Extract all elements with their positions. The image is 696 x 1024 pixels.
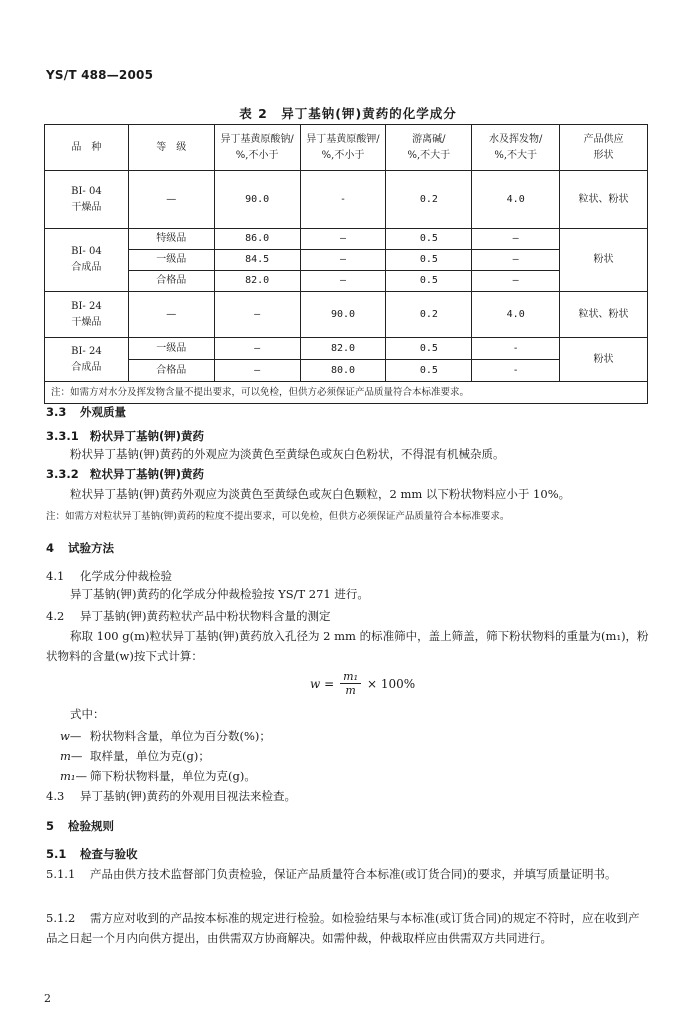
sodium-value: — <box>214 360 300 382</box>
grade-cell: 一级品 <box>128 250 214 271</box>
formula-lhs: w = <box>310 676 335 691</box>
section-3-3-heading: 3.3 外观质量 <box>46 405 126 419</box>
formula-numerator: m₁ <box>340 670 361 684</box>
form-cell: 粉状 <box>560 229 648 292</box>
sodium-value: — <box>214 338 300 360</box>
alkali-value: 0.5 <box>386 338 472 360</box>
variety-cell: BI- 04 干燥品 <box>45 171 129 229</box>
section-4-1-heading: 4.1 化学成分仲裁检验 <box>46 569 172 583</box>
table-header-row <box>45 125 648 171</box>
table-row <box>45 338 648 360</box>
grade-cell: 合格品 <box>128 271 214 292</box>
water-value: - <box>472 360 560 382</box>
potassium-value: - <box>300 171 386 229</box>
water-value: - <box>472 338 560 360</box>
variety-cell: BI- 04 合成品 <box>45 229 129 292</box>
header-variety: 品 种 <box>45 125 129 171</box>
section-4-1-body: 异丁基钠(钾)黄药的化学成分仲裁检验按 YS/T 271 进行。 <box>70 587 369 601</box>
potassium-value: — <box>300 271 386 292</box>
section-5-heading: 5 检验规则 <box>46 819 114 833</box>
table-row <box>45 171 648 229</box>
table-title: 表 2 异丁基钠(钾)黄药的化学成分 <box>239 106 457 121</box>
alkali-value: 0.5 <box>386 229 472 250</box>
section-3-3-1-heading: 3.3.1 粉状异丁基钠(钾)黄药 <box>46 429 205 443</box>
water-value: — <box>472 250 560 271</box>
variety-cell: BI- 24 合成品 <box>45 338 129 382</box>
sodium-value: 86.0 <box>214 229 300 250</box>
chemical-composition-table <box>44 124 648 404</box>
section-5-1-1: 5.1.1 产品由供方技术监督部门负责检验，保证产品质量符合本标准(或订货合同)的要求，并填写质量证明书。 <box>46 867 617 881</box>
header-grade: 等 级 <box>128 125 214 171</box>
alkali-value: 0.5 <box>386 250 472 271</box>
variety-cell: BI- 24 干燥品 <box>45 292 129 338</box>
table-row <box>45 229 648 250</box>
table-note: 注：如需方对水分及挥发物含量不提出要求，可以免检，但供方必须保证产品质量符合本标准要求。 <box>45 382 648 404</box>
formula-rhs: × 100% <box>366 676 416 691</box>
formula-fraction <box>340 670 361 697</box>
table-note-row <box>45 382 648 404</box>
standard-code: YS/T 488—2005 <box>46 68 154 82</box>
sodium-value: 90.0 <box>214 171 300 229</box>
water-value: — <box>472 271 560 292</box>
alkali-value: 0.2 <box>386 171 472 229</box>
variable-w: w— 粉状物料含量，单位为百分数(%)； <box>60 729 271 743</box>
header-sodium-xanthate: 异丁基黄原酸钠/ %,不小于 <box>214 125 300 171</box>
water-value: 4.0 <box>472 292 560 338</box>
table-row <box>45 292 648 338</box>
section-3-3-2-body: 粒状异丁基钠(钾)黄药外观应为淡黄色至黄绿色或灰白色颗粒，2 mm 以下粉状物料应小于 10%。 <box>70 487 571 501</box>
grade-cell: 一级品 <box>128 338 214 360</box>
potassium-value: 80.0 <box>300 360 386 382</box>
header-supply-form: 产品供应 形状 <box>560 125 648 171</box>
potassium-value: 82.0 <box>300 338 386 360</box>
page-number: 2 <box>44 992 51 1005</box>
where-label: 式中： <box>70 707 105 721</box>
sodium-value: 82.0 <box>214 271 300 292</box>
section-3-3-1-body: 粉状异丁基钠(钾)黄药的外观应为淡黄色至黄绿色或灰白色粉状，不得混有机械杂质。 <box>70 447 505 461</box>
section-4-3: 4.3 异丁基钠(钾)黄药的外观用目视法来检查。 <box>46 789 296 803</box>
section-3-3-2-note: 注：如需方对粒状异丁基钠(钾)黄药的粒度不提出要求，可以免检，但供方必须保证产品质量符合本标准要求。 <box>46 511 510 522</box>
section-4-heading: 4 试验方法 <box>46 541 114 555</box>
section-4-2-heading: 4.2 异丁基钠(钾)黄药粒状产品中粉状物料含量的测定 <box>46 609 331 623</box>
table-row <box>45 250 648 271</box>
form-cell: 粉状 <box>560 338 648 382</box>
table-row <box>45 271 648 292</box>
grade-cell: — <box>128 292 214 338</box>
alkali-value: 0.2 <box>386 292 472 338</box>
header-water-volatiles: 水及挥发物/ %,不大于 <box>472 125 560 171</box>
water-value: — <box>472 229 560 250</box>
header-potassium-xanthate: 异丁基黄原酸钾/ %,不小于 <box>300 125 386 171</box>
formula-denominator: m <box>345 684 356 697</box>
potassium-value: 90.0 <box>300 292 386 338</box>
grade-cell: 特级品 <box>128 229 214 250</box>
form-cell: 粒状、粉状 <box>560 292 648 338</box>
header-free-alkali: 游离碱/ %,不大于 <box>386 125 472 171</box>
section-5-1-heading: 5.1 检查与验收 <box>46 847 138 861</box>
alkali-value: 0.5 <box>386 271 472 292</box>
water-value: 4.0 <box>472 171 560 229</box>
alkali-value: 0.5 <box>386 360 472 382</box>
section-3-3-2-heading: 3.3.2 粒状异丁基钠(钾)黄药 <box>46 467 205 481</box>
potassium-value: — <box>300 229 386 250</box>
content-formula <box>310 670 415 697</box>
grade-cell: 合格品 <box>128 360 214 382</box>
variable-m: m— 取样量，单位为克(g)； <box>60 749 210 763</box>
table-row <box>45 360 648 382</box>
grade-cell: — <box>128 171 214 229</box>
variable-m1: m₁— 筛下粉状物料量，单位为克(g)。 <box>60 769 256 783</box>
form-cell: 粒状、粉状 <box>560 171 648 229</box>
section-4-2-body: 称取 100 g(m)粒状异丁基钠(钾)黄药放入孔径为 2 mm 的标准筛中，盖上筛盖，筛下粉状物料的重量为(m₁)，粉状物料的含量(w)按下式计算： <box>46 629 649 663</box>
sodium-value: — <box>214 292 300 338</box>
sodium-value: 84.5 <box>214 250 300 271</box>
section-5-1-2: 5.1.2 需方应对收到的产品按本标准的规定进行检验。如检验结果与本标准(或订货合同)的规定不符时，应在收到产品之日起一个月内向供方提出，由供需双方协商解决。如需仲裁，仲裁取样应由供需双方共同进行。 <box>46 911 640 945</box>
potassium-value: — <box>300 250 386 271</box>
